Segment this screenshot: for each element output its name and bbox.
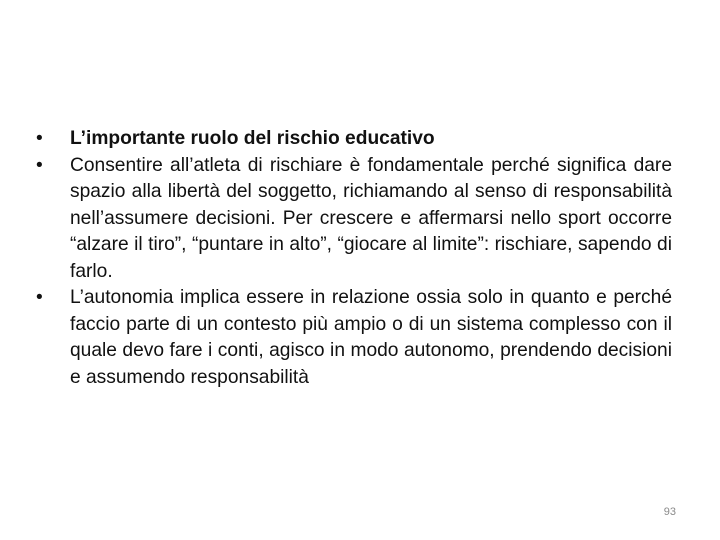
bullet-text: L’autonomia implica essere in relazione ossia solo in quanto e perché faccio parte di un contesto più ampio o di un sistema complesso con il quale devo fare i conti, agisco in modo autonomo, prendendo decisioni e assumendo responsabilità [70,287,672,388]
bullet-marker: • [36,128,43,149]
bullet-text: Consentire all’atleta di rischiare è fondamentale perché significa dare spazio alla libertà del soggetto, richiamando al senso di responsabilità nell’assumere decisioni. Per crescere e affermarsi nello sport occorre “alzare il tiro”, “puntare in alto”, “giocare al limite”: rischiare, sapendo di farlo. [70,154,672,282]
bullet-list [36,126,672,391]
page-number: 93 [663,506,676,518]
bullet-text: L’importante ruolo del rischio educativo [70,128,435,149]
bullet-marker: • [36,154,43,176]
bullet-marker: • [36,287,43,308]
bullet-item-risk [36,153,672,286]
bullet-item-autonomy [36,285,672,391]
bullet-item-title [36,126,672,153]
